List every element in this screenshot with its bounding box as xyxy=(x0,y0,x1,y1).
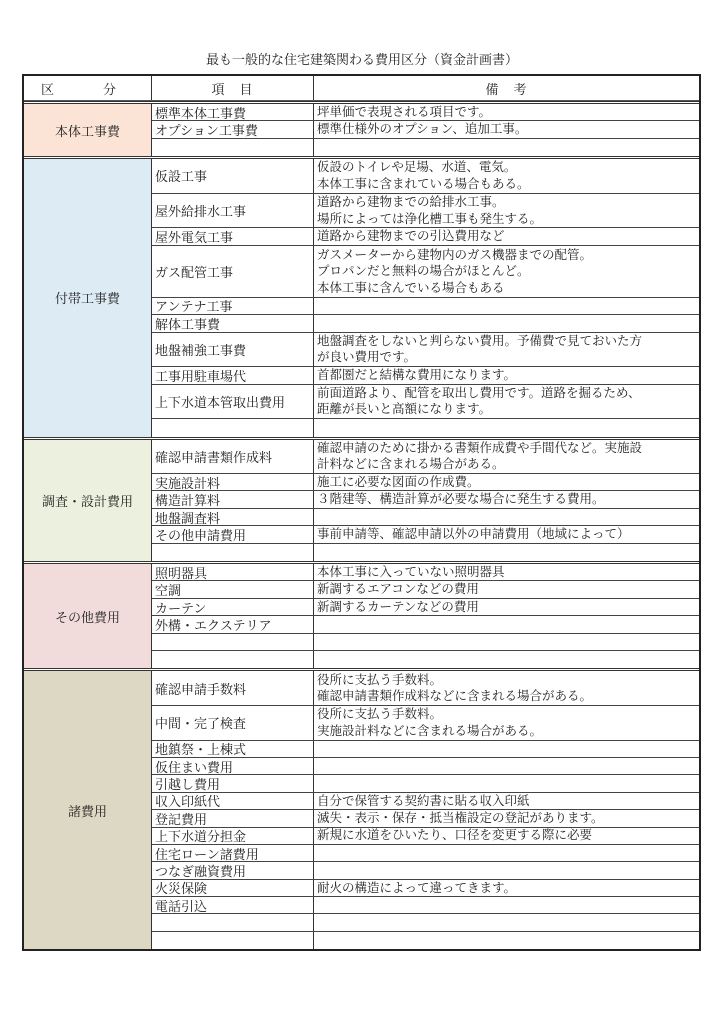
note-cell xyxy=(314,367,699,383)
item-cell: カーテン xyxy=(152,599,314,615)
category-cell: 諸費用 xyxy=(24,671,152,949)
category-cell: 本体工事費 xyxy=(24,104,152,156)
item-cell: その他申請費用 xyxy=(152,526,314,542)
note-cell xyxy=(314,793,699,809)
note-line: 計料などに含まれる場合がある。 xyxy=(317,456,505,472)
note-cell xyxy=(314,315,699,331)
item-cell: 登記費用 xyxy=(152,810,314,826)
note-cell xyxy=(314,159,699,193)
note-line: 自分で保管する契約書に貼る収入印紙 xyxy=(317,792,530,808)
note-cell xyxy=(314,121,699,137)
table-row xyxy=(152,775,699,792)
item-cell xyxy=(152,634,314,650)
table-row xyxy=(152,509,699,526)
item-cell: 収入印紙代 xyxy=(152,793,314,809)
note-cell xyxy=(314,419,699,436)
table-row xyxy=(152,671,699,706)
item-cell: 構造計算料 xyxy=(152,491,314,507)
table-row xyxy=(152,333,699,368)
table-row xyxy=(152,121,699,138)
table-row xyxy=(152,139,699,156)
note-cell xyxy=(314,914,699,930)
note-line: ３階建等、構造計算が必要な場合に発生する費用。 xyxy=(317,491,605,507)
header-category xyxy=(24,76,152,100)
document-title: 最も一般的な住宅建築関わる費用区分（資金計画書） xyxy=(205,53,518,68)
section xyxy=(24,101,699,156)
table-row xyxy=(152,810,699,827)
note-line: 仮設のトイレや足場、水道、電気。 xyxy=(317,159,517,175)
note-cell xyxy=(314,828,699,844)
note-line: 役所に支払う手数料。 xyxy=(317,706,443,722)
category-cell: その他費用 xyxy=(24,564,152,668)
item-cell xyxy=(152,139,314,156)
table-row xyxy=(152,367,699,384)
table-row xyxy=(152,194,699,229)
note-cell xyxy=(314,599,699,615)
note-cell xyxy=(314,651,699,668)
note-cell xyxy=(314,932,699,949)
item-cell: 地鎮祭・上棟式 xyxy=(152,741,314,757)
item-cell: つなぎ融資費用 xyxy=(152,862,314,878)
note-cell xyxy=(314,741,699,757)
item-cell: 地盤調査料 xyxy=(152,509,314,525)
note-cell xyxy=(314,564,699,580)
note-line: 首都圏だと結構な費用になります。 xyxy=(317,367,517,383)
note-cell xyxy=(314,616,699,632)
note-line: 滅失・表示・保存・抵当権設定の登記があります。 xyxy=(317,810,604,826)
note-line: 新調するエアコンなどの費用 xyxy=(317,581,479,597)
item-cell: ガス配管工事 xyxy=(152,246,314,297)
note-line: 新規に水道をひいたり、口径を変更する際に必要 xyxy=(317,827,593,843)
item-cell: 空調 xyxy=(152,581,314,597)
note-line: 確認申請のために掛かる書類作成費や手間代など。実施設 xyxy=(317,439,643,455)
table-row xyxy=(152,845,699,862)
section xyxy=(24,561,699,668)
item-cell: 工事用駐車場代 xyxy=(152,367,314,383)
note-cell xyxy=(314,246,699,297)
item-cell xyxy=(152,544,314,561)
item-cell: 解体工事費 xyxy=(152,315,314,331)
table-row xyxy=(152,104,699,121)
table-row xyxy=(152,599,699,616)
note-cell xyxy=(314,333,699,367)
note-line: 本体工事に含んでいる場合もある xyxy=(317,279,505,295)
table-row xyxy=(152,385,699,420)
note-line: 耐火の構造によって違ってきます。 xyxy=(317,879,517,895)
table-row xyxy=(152,634,699,651)
note-cell xyxy=(314,491,699,507)
note-line: 距離が長いと高額になります。 xyxy=(317,401,492,417)
item-cell xyxy=(152,651,314,668)
note-cell xyxy=(314,139,699,156)
category-cell: 調査・設計費用 xyxy=(24,440,152,562)
note-line: 本体工事に入っていない照明器具 xyxy=(317,564,505,579)
table-row xyxy=(152,880,699,897)
table-row xyxy=(152,440,699,475)
section-rows xyxy=(152,104,699,156)
item-cell: アンテナ工事 xyxy=(152,298,314,314)
section-rows xyxy=(152,564,699,668)
note-line: 道路から建物までの引込費用など xyxy=(317,228,505,244)
item-cell: オプション工事費 xyxy=(152,121,314,137)
item-cell: 屋外電気工事 xyxy=(152,228,314,244)
table-row xyxy=(152,914,699,931)
note-line: ガスメーターから建物内のガス機器までの配管。 xyxy=(317,246,593,262)
note-line: 事前申請等、確認申請以外の申請費用（地域によって） xyxy=(317,526,630,542)
item-cell: 標準本体工事費 xyxy=(152,104,314,120)
table-header xyxy=(24,76,699,101)
note-cell xyxy=(314,862,699,878)
note-line: 地盤調査をしないと判らない費用。予備費で見ておいた方 xyxy=(317,332,643,348)
header-item: 項 目 xyxy=(152,76,314,100)
table-row xyxy=(152,474,699,491)
item-cell: 中間・完了検査 xyxy=(152,706,314,740)
note-cell xyxy=(314,810,699,826)
item-cell: 外構・エクステリア xyxy=(152,616,314,632)
table-row xyxy=(152,419,699,436)
table-row xyxy=(152,706,699,741)
item-cell: 仮住まい費用 xyxy=(152,758,314,774)
item-cell: 確認申請書類作成料 xyxy=(152,440,314,474)
note-cell xyxy=(314,194,699,228)
header-note: 備 考 xyxy=(485,82,528,98)
item-cell: 地盤補強工事費 xyxy=(152,333,314,367)
item-cell: 照明器具 xyxy=(152,564,314,580)
note-cell xyxy=(314,845,699,861)
table-row xyxy=(152,298,699,315)
item-cell: 上下水道本管取出費用 xyxy=(152,385,314,419)
note-cell xyxy=(314,544,699,561)
category-cell: 付帯工事費 xyxy=(24,159,152,436)
note-line: が良い費用です。 xyxy=(317,349,417,365)
table-row xyxy=(152,758,699,775)
note-line: 道路から建物までの給排水工事。 xyxy=(317,194,505,210)
item-cell: 仮設工事 xyxy=(152,159,314,193)
item-cell: 引越し費用 xyxy=(152,775,314,791)
note-cell xyxy=(314,706,699,740)
table-row xyxy=(152,741,699,758)
section xyxy=(24,437,699,562)
section-rows xyxy=(152,159,699,436)
item-cell xyxy=(152,932,314,949)
note-cell xyxy=(314,104,699,120)
note-cell xyxy=(314,775,699,791)
note-line: 新調するカーテンなどの費用 xyxy=(317,598,479,614)
table-row xyxy=(152,828,699,845)
note-cell xyxy=(314,880,699,896)
item-cell: 上下水道分担金 xyxy=(152,828,314,844)
section-rows xyxy=(152,671,699,949)
table-row xyxy=(152,315,699,332)
table-row xyxy=(152,246,699,298)
item-cell: 屋外給排水工事 xyxy=(152,194,314,228)
item-cell: 実施設計料 xyxy=(152,474,314,490)
note-line: 確認申請書類作成料などに含まれる場合がある。 xyxy=(317,688,593,704)
item-cell: 住宅ローン諸費用 xyxy=(152,845,314,861)
table-row xyxy=(152,581,699,598)
header-category-label: 区 分 xyxy=(40,82,134,98)
note-cell xyxy=(314,526,699,542)
table-row xyxy=(152,564,699,581)
item-cell: 確認申請手数料 xyxy=(152,671,314,705)
note-line: 場所によっては浄化槽工事も発生する。 xyxy=(317,210,543,226)
table-row xyxy=(152,544,699,561)
note-cell xyxy=(314,385,699,419)
note-line: 実施設計料などに含まれる場合がある。 xyxy=(317,722,543,738)
table-row xyxy=(152,228,699,245)
note-line: 前面道路より、配管を取出し費用です。道路を掘るため、 xyxy=(317,384,641,400)
note-cell xyxy=(314,758,699,774)
item-cell xyxy=(152,914,314,930)
note-cell xyxy=(314,509,699,525)
table-row xyxy=(152,491,699,508)
note-line: 坪単価で表現される項目です。 xyxy=(317,104,492,119)
table-body xyxy=(24,101,699,949)
note-line: 本体工事に含まれている場合もある。 xyxy=(317,175,530,191)
table-row xyxy=(152,862,699,879)
item-cell: 火災保険 xyxy=(152,880,314,896)
note-cell xyxy=(314,671,699,705)
note-cell xyxy=(314,581,699,597)
note-line: 標準仕様外のオプション、追加工事。 xyxy=(317,121,528,137)
note-cell xyxy=(314,634,699,650)
table-row xyxy=(152,616,699,633)
note-cell xyxy=(314,474,699,490)
note-line: プロパンだと無料の場合がほとんど。 xyxy=(317,263,530,278)
note-cell xyxy=(314,298,699,314)
table-row xyxy=(152,651,699,668)
cost-table xyxy=(22,74,701,951)
table-row xyxy=(152,793,699,810)
table-row xyxy=(152,159,699,194)
note-line: 施工に必要な図面の作成費。 xyxy=(317,474,480,490)
note-cell xyxy=(314,440,699,474)
note-cell xyxy=(314,228,699,244)
item-cell xyxy=(152,419,314,436)
section xyxy=(24,668,699,949)
table-row xyxy=(152,526,699,543)
section xyxy=(24,156,699,436)
section-rows xyxy=(152,440,699,562)
table-row xyxy=(152,897,699,914)
table-row xyxy=(152,932,699,949)
note-line: 役所に支払う手数料。 xyxy=(317,671,443,687)
item-cell: 電話引込 xyxy=(152,897,314,913)
note-cell xyxy=(314,897,699,913)
